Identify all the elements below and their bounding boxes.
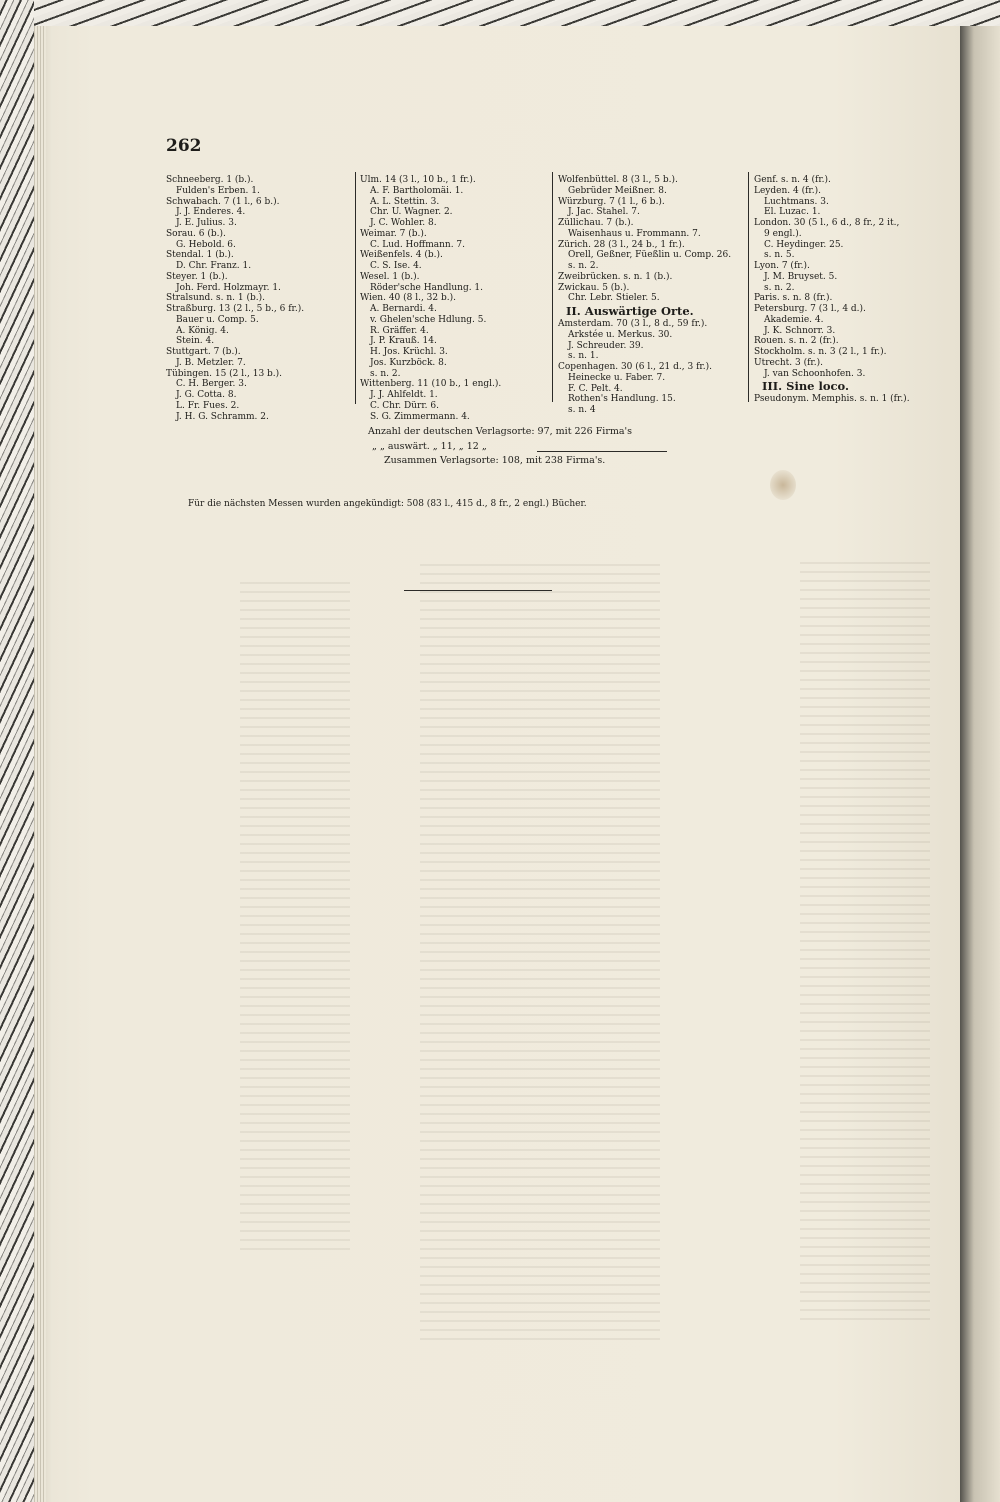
column-divider — [355, 172, 356, 404]
place-entry: Wolfenbüttel. 8 (3 l., 5 b.). — [558, 175, 678, 185]
publisher-entry: C. S. Ise. 4. — [370, 261, 422, 271]
place-entry: Weißenfels. 4 (b.). — [360, 250, 443, 261]
bleed-through-left — [240, 580, 350, 1250]
publisher-entry: Chr. Lebr. Stieler. 5. — [568, 293, 660, 304]
column-divider — [748, 172, 749, 402]
publisher-entry: s. n. 2. — [568, 261, 599, 271]
publisher-entry: F. C. Pelt. 4. — [568, 383, 623, 394]
page-number: 262 — [166, 136, 202, 156]
publisher-entry: J. J. Ahlfeldt. 1. — [370, 390, 438, 400]
publisher-entry: J. K. Schnorr. 3. — [764, 325, 836, 336]
totals-block — [368, 425, 632, 469]
place-entry: Würzburg. 7 (1 l., 6 b.). — [558, 196, 665, 207]
place-entry: Wittenberg. 11 (10 b., 1 engl.). — [360, 379, 502, 390]
paper-stain — [770, 470, 796, 500]
place-entry: Petersburg. 7 (3 l., 4 d.). — [754, 304, 866, 314]
publisher-entry: Röder'sche Handlung. 1. — [370, 282, 484, 293]
place-entry: London. 30 (5 l., 6 d., 8 fr., 2 it., — [754, 218, 900, 228]
bleed-through-right — [800, 560, 930, 1320]
publisher-entry: Waisenhaus u. Frommann. 7. — [568, 228, 701, 239]
totals-foreign: „ „ auswärt. „ 11, „ 12 „ — [372, 440, 487, 452]
publisher-entry: R. Gräffer. 4. — [370, 325, 429, 336]
publisher-entry: s. n. 4 — [568, 405, 596, 415]
place-entry: Leyden. 4 (fr.). — [754, 185, 821, 196]
publisher-entry: A. König. 4. — [176, 325, 229, 336]
place-entry: Tübingen. 15 (2 l., 13 b.). — [166, 368, 283, 379]
place-entry: Lyon. 7 (fr.). — [754, 261, 810, 271]
publisher-entry: C. Heydinger. 25. — [764, 239, 844, 250]
place-entry: Wien. 40 (8 l., 32 b.). — [360, 293, 456, 304]
place-entry: Stendal. 1 (b.). — [166, 250, 234, 261]
publisher-entry: Chr. U. Wagner. 2. — [370, 207, 453, 218]
publisher-entry: L. Fr. Fues. 2. — [176, 400, 240, 411]
place-entry: Zürich. 28 (3 l., 24 b., 1 fr.). — [558, 239, 685, 250]
publisher-entry: Gebrüder Meißner. 8. — [568, 185, 667, 196]
publisher-entry: Fulden's Erben. 1. — [176, 185, 260, 196]
publisher-entry: J. G. Cotta. 8. — [176, 390, 237, 400]
column-divider — [552, 172, 553, 402]
publisher-entry: Orell, Geßner, Füeßlin u. Comp. 26. — [568, 250, 732, 261]
publisher-entry: D. Chr. Franz. 1. — [176, 261, 252, 271]
column-4 — [754, 175, 910, 405]
publisher-entry: 9 engl.). — [764, 228, 802, 239]
publisher-entry: G. Hebold. 6. — [176, 239, 236, 250]
place-entry: Sorau. 6 (b.). — [166, 228, 226, 239]
publisher-entry: C. Lud. Hoffmann. 7. — [370, 239, 466, 250]
publisher-entry: Bauer u. Comp. 5. — [176, 314, 259, 325]
place-entry: Stockholm. s. n. 3 (2 l., 1 fr.). — [754, 347, 887, 357]
bleed-through-middle — [420, 560, 660, 1340]
publisher-entry: J. van Schoonhofen. 3. — [764, 368, 866, 379]
column-3 — [558, 175, 731, 416]
place-entry: Züllichau. 7 (b.). — [558, 218, 634, 228]
place-entry: Zwickau. 5 (b.). — [558, 282, 630, 293]
scan-background-left — [0, 0, 34, 1502]
publisher-entry: s. n. 2. — [370, 368, 401, 379]
place-entry: Paris. s. n. 8 (fr.). — [754, 293, 833, 304]
place-entry: Copenhagen. 30 (6 l., 21 d., 3 fr.). — [558, 362, 712, 372]
place-entry: Utrecht. 3 (fr.). — [754, 357, 823, 368]
publisher-entry: J. C. Wohler. 8. — [370, 218, 437, 228]
publisher-entry: Jos. Kurzböck. 8. — [370, 357, 447, 368]
publisher-entry: El. Luzac. 1. — [764, 207, 821, 218]
section-heading: III. Sine loco. — [762, 379, 850, 394]
page-edge-stack — [34, 26, 46, 1502]
book-spine-shadow — [960, 26, 1000, 1502]
publisher-entry: Rothen's Handlung. 15. — [568, 394, 676, 405]
place-entry: Weimar. 7 (b.). — [360, 228, 427, 239]
publisher-entry: J. M. Bruyset. 5. — [764, 271, 838, 282]
place-entry: Straßburg. 13 (2 l., 5 b., 6 fr.). — [166, 304, 305, 314]
publisher-entry: Akademie. 4. — [764, 314, 824, 325]
publisher-entry: C. Chr. Dürr. 6. — [370, 400, 439, 411]
publisher-entry: J. Jac. Stahel. 7. — [568, 207, 640, 218]
place-entry: Genf. s. n. 4 (fr.). — [754, 175, 831, 185]
section-heading: II. Auswärtige Orte. — [566, 304, 694, 318]
sum-rule — [537, 451, 667, 452]
place-entry: Rouen. s. n. 2 (fr.). — [754, 336, 839, 347]
place-entry: Schneeberg. 1 (b.). — [166, 175, 254, 185]
publisher-entry: Stein. 4. — [176, 336, 215, 347]
place-entry: Stuttgart. 7 (b.). — [166, 347, 241, 357]
place-entry: Stralsund. s. n. 1 (b.). — [166, 293, 265, 304]
publisher-entry: J. P. Krauß. 14. — [370, 336, 437, 347]
publisher-entry: J. H. G. Schramm. 2. — [176, 411, 269, 422]
place-entry: Amsterdam. 70 (3 l., 8 d., 59 fr.). — [558, 319, 708, 329]
publisher-entry: A. Bernardi. 4. — [370, 304, 437, 314]
publisher-entry: J. J. Enderes. 4. — [176, 207, 246, 218]
publisher-entry: Joh. Ferd. Holzmayr. 1. — [176, 282, 281, 293]
publisher-entry: J. B. Metzler. 7. — [176, 357, 246, 368]
publisher-entry: J. Schreuder. 39. — [568, 340, 644, 351]
totals-sum: Zusammen Verlagsorte: 108, mit 238 Firma's. — [384, 455, 606, 466]
publisher-entry: Arkstée u. Merkus. 30. — [568, 329, 673, 340]
totals-german: Anzahl der deutschen Verlagsorte: 97, mit 226 Firma's — [368, 426, 633, 437]
column-2 — [360, 175, 501, 422]
publisher-entry: C. H. Berger. 3. — [176, 379, 247, 390]
place-entry: Wesel. 1 (b.). — [360, 271, 420, 282]
publisher-entry: J. E. Julius. 3. — [176, 218, 237, 228]
place-entry: Zweibrücken. s. n. 1 (b.). — [558, 271, 673, 282]
column-1 — [166, 175, 304, 422]
place-entry: Ulm. 14 (3 l., 10 b., 1 fr.). — [360, 175, 476, 185]
publisher-entry: H. Jos. Krüchl. 3. — [370, 347, 448, 357]
publisher-entry: S. G. Zimmermann. 4. — [370, 411, 470, 422]
section-rule — [404, 590, 552, 591]
place-entry: Schwabach. 7 (1 l., 6 b.). — [166, 196, 280, 207]
publisher-entry: s. n. 5. — [764, 250, 795, 261]
place-entry: Pseudonym. Memphis. s. n. 1 (fr.). — [754, 394, 910, 405]
publisher-entry: s. n. 2. — [764, 282, 795, 293]
footnote: Für die nächsten Messen wurden angekündigt: 508 (83 l., 415 d., 8 fr., 2 engl.) Bücher. — [188, 499, 587, 509]
publisher-entry: Luchtmans. 3. — [764, 196, 829, 207]
publisher-entry: Heinecke u. Faber. 7. — [568, 372, 666, 383]
publisher-entry: v. Ghelen'sche Hdlung. 5. — [370, 314, 487, 325]
place-entry: Steyer. 1 (b.). — [166, 271, 228, 282]
publisher-entry: A. F. Bartholomäi. 1. — [370, 185, 464, 196]
publisher-entry: s. n. 1. — [568, 351, 599, 362]
publisher-entry: A. L. Stettin. 3. — [370, 196, 440, 207]
